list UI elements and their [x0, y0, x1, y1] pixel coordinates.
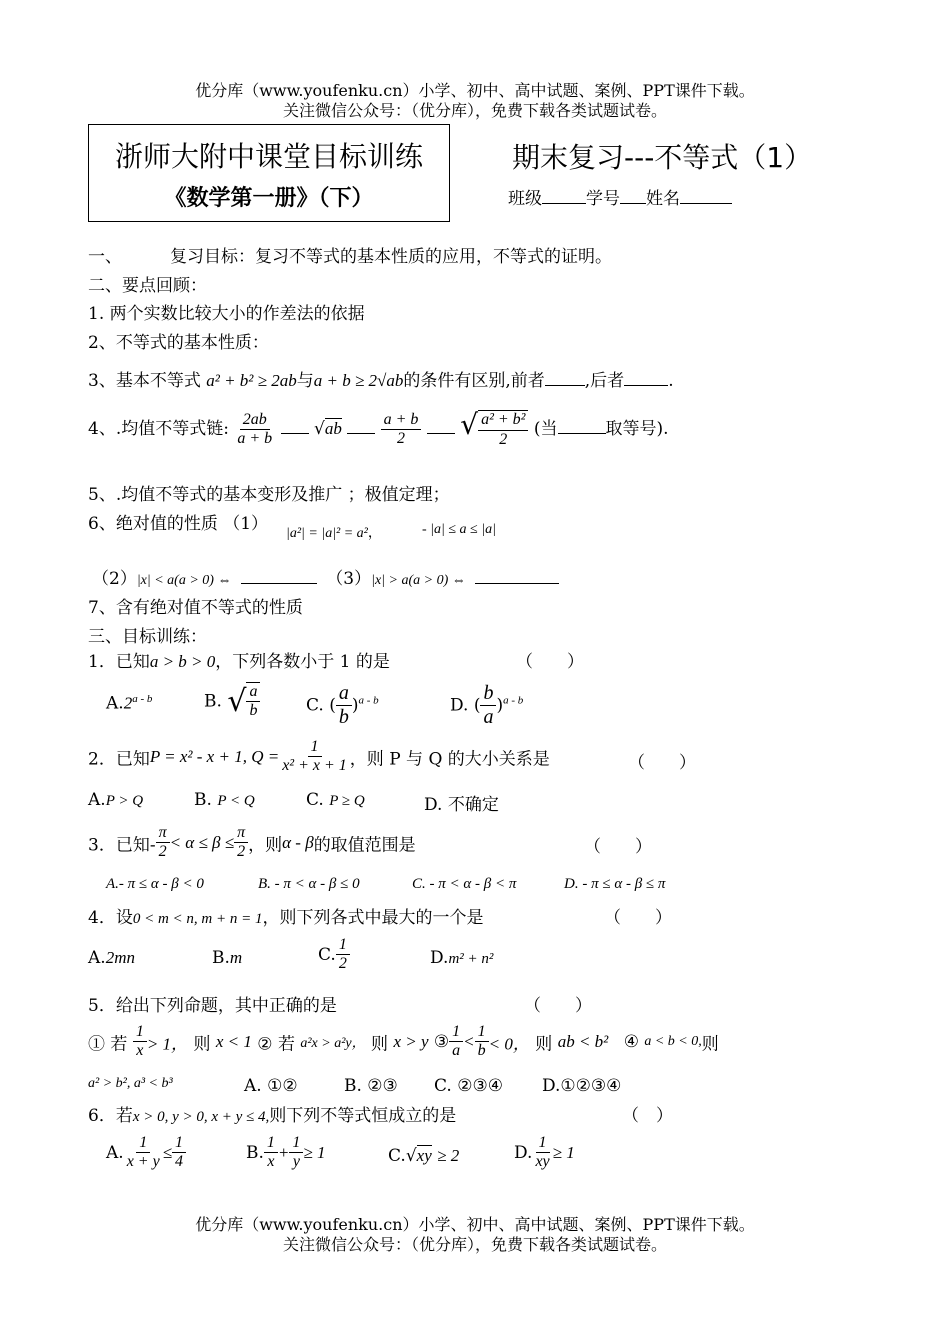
q2-label: 2．已知 [88, 749, 150, 770]
q6-option-a[interactable] [106, 1134, 186, 1172]
q4-condition: 0 < m < n, m + n = 1 [132, 911, 263, 927]
prop-3-then: 则 [535, 1034, 553, 1055]
question-5: 5．给出下列命题，其中正确的是 [88, 996, 337, 1016]
q2-option-a-label: A. [88, 790, 106, 810]
q6-option-c-label: C. [388, 1146, 406, 1166]
basic-inequality-2: a + b ≥ 2√ab [313, 371, 404, 390]
q4-option-c[interactable] [318, 936, 350, 974]
prop-4-condition: a < b < 0, [644, 1033, 702, 1049]
point-4-equal: 取等号). [605, 419, 669, 439]
q2-text: ，则 P 与 Q 的大小关系是 [349, 749, 550, 770]
basic-inequality-1: a² + b² ≥ 2ab [206, 371, 297, 390]
prop-1-conclusion: x < 1 [215, 1031, 252, 1051]
point-3-latter: ,后者 [584, 371, 625, 391]
q1-option-a-label: A. [106, 693, 124, 714]
q6-b-fraction-y: $\frac{1}{y}$ [289, 1134, 303, 1172]
quadratic-numerator: a² + b² [478, 411, 528, 430]
q1-c-fraction: $\frac{a}{b}$ [336, 682, 352, 729]
q1-option-d-label: D. [450, 695, 469, 716]
q6-c-radicand: xy [416, 1146, 432, 1165]
q1-option-c-exponent: a - b [358, 694, 379, 707]
q4-option-c-label: C. [318, 944, 336, 965]
q2-definitions: P = x² - x + 1, Q = [149, 746, 280, 766]
former-blank[interactable] [545, 384, 585, 386]
q6-b-relation: ≥ 1 [303, 1142, 326, 1162]
q1-label: 1．已知 [88, 652, 150, 672]
part-3-label: （3） [326, 569, 372, 589]
q4-c-numerator: 1 [336, 936, 350, 955]
q3-option-c[interactable]: C. - π < α - β < π [412, 876, 517, 892]
q3-answer-paren[interactable]: （ ） [584, 837, 652, 857]
q1-b-sqrt-icon: √ [227, 683, 247, 719]
q3-option-d[interactable]: D. - π ≤ α - β ≤ π [564, 876, 666, 892]
prop-2-then: 则 [371, 1034, 389, 1055]
point-3-label: 3、基本不等式 [88, 371, 201, 391]
abs-less-than: |x| < a(a > 0) ⇔ [136, 573, 232, 588]
q2-answer-paren[interactable]: （ ） [628, 753, 696, 773]
point-3 [88, 366, 674, 391]
q6-option-a-label: A. [106, 1142, 124, 1163]
q1-answer-paren[interactable]: （ ） [516, 652, 584, 672]
q4-option-d[interactable] [430, 948, 493, 968]
point-3-and: 与 [296, 371, 314, 391]
q6-answer-paren[interactable]: （ ） [622, 1106, 673, 1126]
q6-option-d[interactable] [514, 1134, 575, 1172]
q3-half-pi [234, 824, 248, 862]
q6-a-relation: ≤ [162, 1142, 173, 1162]
q1-option-a-exponent: a - b [132, 693, 153, 705]
q2-q-numerator: 1 [308, 738, 322, 757]
q4-option-b-value: m [229, 948, 243, 967]
abs-greater-blank[interactable] [475, 582, 559, 584]
q6-a-fraction: $\frac{1}{x + y}$ [126, 1134, 160, 1171]
point-4-when: (当 [533, 419, 558, 439]
point-4-label: 4、.均值不等式链: [88, 419, 229, 439]
big-sqrt-icon: √ [460, 408, 479, 441]
q2-option-b[interactable] [194, 790, 255, 810]
title-box [88, 124, 450, 222]
student-number-blank[interactable] [620, 202, 646, 204]
section-1-number: 一、 [88, 247, 122, 267]
name-blank[interactable] [680, 202, 732, 204]
question-1 [88, 647, 390, 672]
question-4 [88, 903, 483, 928]
q6-d-relation: ≥ 1 [552, 1142, 575, 1162]
q4-text: ，则下列各式中最大的一个是 [262, 908, 484, 928]
section-3-heading: 三、目标训练： [88, 627, 207, 647]
q1-option-d[interactable]: D. ( $\frac{b}{a}$ )$^{a - b}$ [450, 682, 524, 728]
question-3 [88, 824, 416, 862]
q3-two-1: 2 [158, 843, 167, 861]
q1-option-c-label: C. [306, 695, 324, 716]
q6-b-fraction-x: $\frac{1}{x}$ [264, 1134, 278, 1172]
q6-option-c[interactable] [388, 1146, 459, 1166]
section-1 [88, 242, 612, 267]
point-6-label: 6、绝对值的性质 （1） [88, 514, 269, 534]
q5-option-c[interactable]: C. ②③④ [434, 1076, 503, 1096]
harmonic-denominator: a + b [237, 430, 273, 447]
quadratic-denominator: 2 [499, 430, 508, 448]
book-name: 《数学第一册》（下） [164, 186, 374, 211]
prop-1-condition: > 1， [146, 1034, 189, 1054]
prop-3-fraction-b: $\frac{1}{b}$ [475, 1023, 489, 1061]
q6-a-quarter: $\frac{1}{4}$ [172, 1134, 186, 1172]
q6-label: 6．若 [88, 1106, 133, 1126]
section-2-heading: 二、要点回顾： [88, 276, 207, 296]
q6-c-relation: ≥ 2 [437, 1146, 460, 1165]
point-5: 5、.均值不等式的基本变形及推广 ；极值定理； [88, 485, 450, 505]
q2-option-a[interactable] [88, 790, 143, 810]
arithmetic-numerator: a + b [381, 411, 422, 430]
section-1-text: 复习目标：复习不等式的基本性质的应用，不等式的证明。 [170, 247, 612, 267]
blank-relation-2[interactable] [347, 432, 375, 434]
point-3-text: 的条件有区别,前者 [403, 371, 545, 391]
q1-option-b[interactable] [204, 682, 260, 721]
q3-option-b[interactable]: B. - π < α - β ≤ 0 [258, 876, 360, 892]
abs-property-2: - |a| ≤ a ≤ |a| [422, 522, 496, 537]
prop-1-fraction: $\frac{1}{x}$ [133, 1023, 147, 1061]
footer-line-2: 关注微信公众号：（优分库），免费下载各类试题试卷。 [282, 1235, 667, 1254]
class-blank[interactable] [542, 202, 586, 204]
blank-relation-3[interactable] [427, 432, 455, 434]
q3-difference: α - β [282, 832, 314, 852]
q3-pi-1: π [156, 824, 170, 843]
q5-option-b[interactable]: B. ②③ [344, 1076, 398, 1096]
prop-2-condition: a²x > a²y， [300, 1035, 366, 1051]
q6-c-sqrt-icon: √ [405, 1146, 417, 1166]
prop-1-then: 则 [193, 1034, 211, 1055]
q3-text: 的取值范围是 [313, 835, 416, 856]
proposition-2-label: ② 若 [257, 1034, 295, 1055]
point-2: 2、不等式的基本性质： [88, 333, 269, 353]
q4-option-d-value: m² + n² [448, 951, 494, 967]
q4-option-b-label: B. [212, 948, 230, 968]
q3-label: 3．已知- [88, 835, 156, 856]
abs-square-identity: |a²| = |a|² = a² [286, 526, 368, 541]
q1-option-d-exponent: a - b [503, 694, 524, 707]
school-name: 浙师大附中课堂目标训练 [114, 140, 423, 173]
part-2-label: （2） [92, 569, 137, 589]
point-6 [88, 509, 268, 534]
q4-option-a-label: A. [88, 948, 106, 968]
q6-option-d-label: D. [514, 1142, 533, 1163]
point-7: 7、含有绝对值不等式的性质 [88, 598, 303, 618]
question-2 [88, 738, 550, 776]
class-info-line [508, 184, 732, 209]
q1-option-a-base: 2 [123, 693, 133, 713]
q4-c-fraction [336, 936, 350, 974]
arithmetic-mean-fraction [381, 411, 422, 449]
q4-option-b[interactable] [212, 948, 242, 968]
q2-option-b-value: P < Q [217, 793, 255, 809]
abs-greater-than: |x| > a(a > 0) ⇔ [371, 573, 466, 588]
q1-condition: a > b > 0 [149, 652, 216, 671]
prop-3-condition: < 0， [488, 1034, 530, 1054]
geometric-mean: ab [324, 419, 342, 438]
q5-option-a[interactable]: A. ①② [244, 1076, 298, 1096]
abs-property-1 [286, 522, 382, 542]
q2-q-fraction [279, 738, 350, 776]
q2-option-c-value: P ≥ Q [329, 793, 365, 809]
q2-option-c-label: C. [306, 790, 324, 810]
proposition-3-label: ③ [433, 1031, 450, 1052]
q6-condition: x > 0, y > 0, x + y ≤ 4, [132, 1109, 270, 1125]
q6-d-fraction: $\frac{1}{xy}$ [535, 1134, 550, 1171]
q3-then: ，则 [248, 835, 283, 856]
abs-less-blank[interactable] [241, 582, 317, 584]
q4-option-d-label: D. [430, 948, 449, 968]
question-6 [88, 1101, 456, 1126]
q4-answer-paren[interactable]: （ ） [604, 908, 672, 928]
point-4 [88, 408, 669, 449]
q4-option-a[interactable] [88, 948, 135, 968]
sqrt-icon: √ [313, 419, 325, 439]
proposition-1-label: ① 若 [88, 1034, 128, 1055]
prop-3-fraction-a: $\frac{1}{a}$ [449, 1023, 463, 1061]
latter-blank[interactable] [624, 384, 668, 386]
q6-option-b-label: B. [246, 1142, 264, 1163]
q5-option-d[interactable]: D.①②③④ [542, 1076, 622, 1096]
student-number-label: 学号 [586, 189, 620, 209]
prop-3-conclusion: ab < b² [557, 1031, 609, 1051]
q1-d-fraction: $\frac{b}{a}$ [480, 682, 496, 729]
q1-option-c[interactable]: C. ( $\frac{a}{b}$ )$^{a - b}$ [306, 682, 379, 728]
q3-chain: < α ≤ β ≤ [169, 832, 235, 852]
q6-a-four: 4 [175, 1153, 184, 1171]
q4-c-denominator: 2 [338, 955, 347, 973]
q4-label: 4．设 [88, 908, 133, 928]
proposition-4-label: ④ [623, 1031, 639, 1052]
q2-q-denominator: x² + x + 1 [282, 757, 347, 775]
harmonic-mean-fraction [234, 411, 275, 449]
class-label: 班级 [508, 189, 542, 209]
name-label: 姓名 [646, 189, 680, 209]
prop-4-conclusion: a² > b², a³ < b³ [88, 1076, 173, 1091]
blank-relation-1[interactable] [281, 432, 309, 434]
harmonic-numerator: 2ab [240, 411, 270, 430]
q6-text: 则下列不等式恒成立的是 [269, 1106, 457, 1126]
q3-option-a[interactable]: A.- π ≤ α - β < 0 [106, 876, 204, 892]
page-title: 期末复习---不等式（1） [512, 141, 813, 174]
q1-option-b-label: B. [204, 691, 222, 712]
arithmetic-denominator: 2 [397, 430, 406, 447]
point-1: 1. 两个实数比较大小的作差法的依据 [88, 304, 365, 324]
q1-b-fraction: $\frac{a}{b}$ [246, 682, 260, 721]
q5-answer-paren[interactable]: （ ） [524, 996, 592, 1016]
prop-2-conclusion: x > y [393, 1031, 429, 1051]
point-6-parts [92, 564, 559, 589]
point-3-period: . [668, 371, 674, 391]
q2-option-c[interactable] [306, 790, 365, 810]
prop-4-then: 则 [701, 1034, 719, 1055]
q3-pi-2: π [234, 824, 248, 843]
q4-option-a-value: 2mn [105, 948, 135, 967]
q3-neg-half-pi [156, 824, 170, 862]
quadratic-mean-fraction [478, 410, 528, 449]
q2-option-b-label: B. [194, 790, 212, 810]
comma: ， [367, 526, 382, 541]
header-line-1: 优分库（www.youfenku.cn）小学、初中、高中试题、案例、PPT课件下载。 [195, 81, 755, 100]
q6-option-b[interactable]: B. $\frac{1}{x}$ + $\frac{1}{y}$ ≥ 1 [246, 1134, 326, 1171]
q1-text: ，下列各数小于 1 的是 [215, 652, 390, 672]
q2-option-d[interactable]: D. 不确定 [424, 795, 499, 815]
header-line-2: 关注微信公众号：（优分库），免费下载各类试题试卷。 [282, 101, 667, 120]
q1-option-a[interactable] [106, 693, 152, 714]
footer-line-1: 优分库（www.youfenku.cn）小学、初中、高中试题、案例、PPT课件下载。 [195, 1215, 755, 1234]
q2-option-a-value: P > Q [105, 793, 144, 809]
equality-condition-blank[interactable] [558, 432, 606, 434]
q5-propositions: ① 若 $\frac{1}{x}$ > 1， 则 x < 1 ② 若 a²x > a²y， 则 x > y ③ $\frac{1}{a}$ < $\frac{1}{b}$ < 0， 则 ab < b² ④ a < b < 0,则 [88, 1023, 719, 1060]
q3-two-2: 2 [237, 843, 246, 861]
